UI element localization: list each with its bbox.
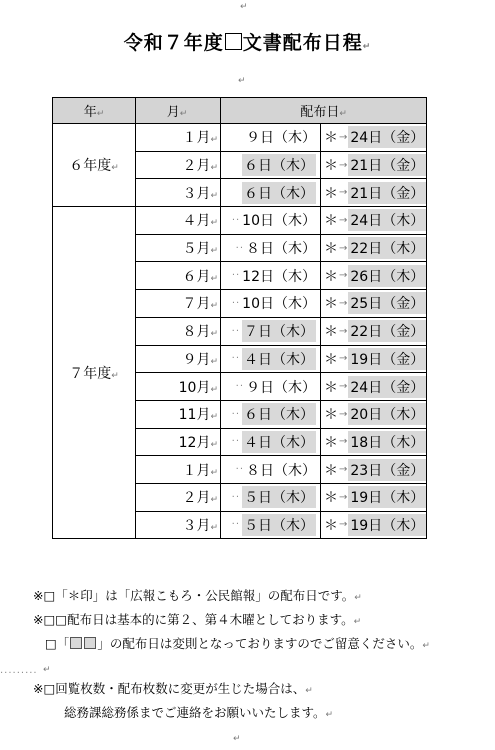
table-row bbox=[53, 207, 427, 235]
page-title bbox=[0, 28, 495, 55]
end-date-cell: ＊ → 23日（金） bbox=[321, 456, 427, 484]
notes bbox=[33, 585, 430, 750]
table-row bbox=[53, 124, 427, 152]
note-star-meaning: ※□「＊印」は「広報こもろ・公民館報」の配布日です。↵ bbox=[33, 588, 362, 603]
start-date-cell: ·· ７日（木） bbox=[221, 317, 321, 345]
tab-arrow-icon: → bbox=[339, 187, 348, 199]
start-date-cell: ６日（木） bbox=[221, 151, 321, 179]
start-date-cell: ·· 10日（木） bbox=[221, 207, 321, 235]
paragraph-mark: ↵ bbox=[362, 42, 372, 52]
tab-arrow-icon: → bbox=[339, 131, 348, 143]
month-cell: 10月↵ bbox=[136, 373, 221, 401]
paragraph-mark: ↵ bbox=[240, 2, 248, 12]
start-date-cell: ·· ４日（木） bbox=[221, 345, 321, 373]
end-date-cell: ＊ → 22日（木） bbox=[321, 234, 427, 262]
month-cell: 11月↵ bbox=[136, 400, 221, 428]
tab-arrow-icon: → bbox=[339, 353, 348, 365]
month-cell: ９月↵ bbox=[136, 345, 221, 373]
start-date-cell: ·· ８日（木） bbox=[221, 234, 321, 262]
tab-arrow-icon: → bbox=[339, 242, 348, 254]
end-date-cell: ＊ → 21日（金） bbox=[321, 151, 427, 179]
end-date-cell: ＊ → 24日（金） bbox=[321, 373, 427, 401]
month-cell: ４月↵ bbox=[136, 207, 221, 235]
header-year: 年↵ bbox=[53, 98, 136, 124]
tab-arrow-icon: → bbox=[339, 464, 348, 476]
end-date-cell: ＊ → 26日（木） bbox=[321, 262, 427, 290]
year-cell: ７年度↵ bbox=[53, 207, 136, 539]
schedule-table bbox=[52, 97, 427, 539]
end-date-cell: ＊ → 24日（金） bbox=[321, 124, 427, 152]
start-date-cell: ·· ８日（木） bbox=[221, 456, 321, 484]
month-cell: ３月↵ bbox=[136, 511, 221, 539]
month-cell: １月↵ bbox=[136, 456, 221, 484]
leader-dots: ········· bbox=[0, 668, 38, 679]
note-contact: 総務課総務係までご連絡をお願いいたします。↵ bbox=[64, 705, 334, 720]
paragraph-mark: ↵ bbox=[238, 76, 246, 86]
end-date-cell: ＊ → 18日（木） bbox=[321, 428, 427, 456]
tab-arrow-icon: → bbox=[339, 381, 348, 393]
header-date: 配布日↵ bbox=[221, 98, 427, 124]
title-part1: 令和７年度 bbox=[123, 32, 224, 54]
start-date-cell: ·· ６日（木） bbox=[221, 400, 321, 428]
space-box-icon bbox=[225, 33, 242, 50]
table-header-row bbox=[53, 98, 427, 124]
year-cell: ６年度↵ bbox=[53, 124, 136, 207]
end-date-cell: ＊ → 19日（木） bbox=[321, 483, 427, 511]
tab-arrow-icon: → bbox=[339, 519, 348, 531]
tab-arrow-icon: → bbox=[339, 297, 348, 309]
end-date-cell: ＊ → 20日（木） bbox=[321, 400, 427, 428]
highlight-box-icon bbox=[70, 637, 82, 649]
tab-arrow-icon: → bbox=[339, 491, 348, 503]
end-date-cell: ＊ → 19日（木） bbox=[321, 511, 427, 539]
month-cell: 12月↵ bbox=[136, 428, 221, 456]
month-cell: ３月↵ bbox=[136, 179, 221, 207]
tab-arrow-icon: → bbox=[339, 159, 348, 171]
end-date-cell: ＊ → 22日（金） bbox=[321, 317, 427, 345]
highlight-box-icon bbox=[84, 637, 96, 649]
end-date-cell: ＊ → 21日（金） bbox=[321, 179, 427, 207]
end-date-cell: ＊ → 25日（金） bbox=[321, 290, 427, 318]
start-date-cell: ·· ４日（木） bbox=[221, 428, 321, 456]
month-cell: １月↵ bbox=[136, 124, 221, 152]
note-distribution-rule: ※□□配布日は基本的に第２、第４木曜としております。↵ bbox=[33, 612, 362, 627]
blank-line: ↵ bbox=[233, 734, 241, 744]
tab-arrow-icon: → bbox=[339, 214, 348, 226]
month-cell: ２月↵ bbox=[136, 483, 221, 511]
note-irregular: □「 」の配布日は変則となっておりますのでご留意ください。↵ bbox=[45, 636, 430, 651]
start-date-cell: ９日（木） bbox=[221, 124, 321, 152]
tab-arrow-icon: → bbox=[339, 270, 348, 282]
start-date-cell: ６日（木） bbox=[221, 179, 321, 207]
start-date-cell: ·· 10日（木） bbox=[221, 290, 321, 318]
month-cell: ８月↵ bbox=[136, 317, 221, 345]
start-date-cell: ·· ９日（木） bbox=[221, 373, 321, 401]
month-cell: ５月↵ bbox=[136, 234, 221, 262]
start-date-cell: ·· ５日（木） bbox=[221, 511, 321, 539]
month-cell: ６月↵ bbox=[136, 262, 221, 290]
title-part2: 文書配布日程 bbox=[242, 32, 363, 54]
start-date-cell: ·· ５日（木） bbox=[221, 483, 321, 511]
start-date-cell: ·· 12日（木） bbox=[221, 262, 321, 290]
tab-arrow-icon: → bbox=[339, 325, 348, 337]
note-change: ※□回覧枚数・配布枚数に変更が生じた場合は、↵ bbox=[33, 681, 313, 696]
end-date-cell: ＊ → 19日（金） bbox=[321, 345, 427, 373]
month-cell: ７月↵ bbox=[136, 290, 221, 318]
header-month: 月↵ bbox=[136, 98, 221, 124]
end-date-cell: ＊ → 24日（木） bbox=[321, 207, 427, 235]
month-cell: ２月↵ bbox=[136, 151, 221, 179]
tab-arrow-icon: → bbox=[339, 408, 348, 420]
tab-arrow-icon: → bbox=[339, 436, 348, 448]
blank-line: ↵ bbox=[43, 665, 51, 675]
